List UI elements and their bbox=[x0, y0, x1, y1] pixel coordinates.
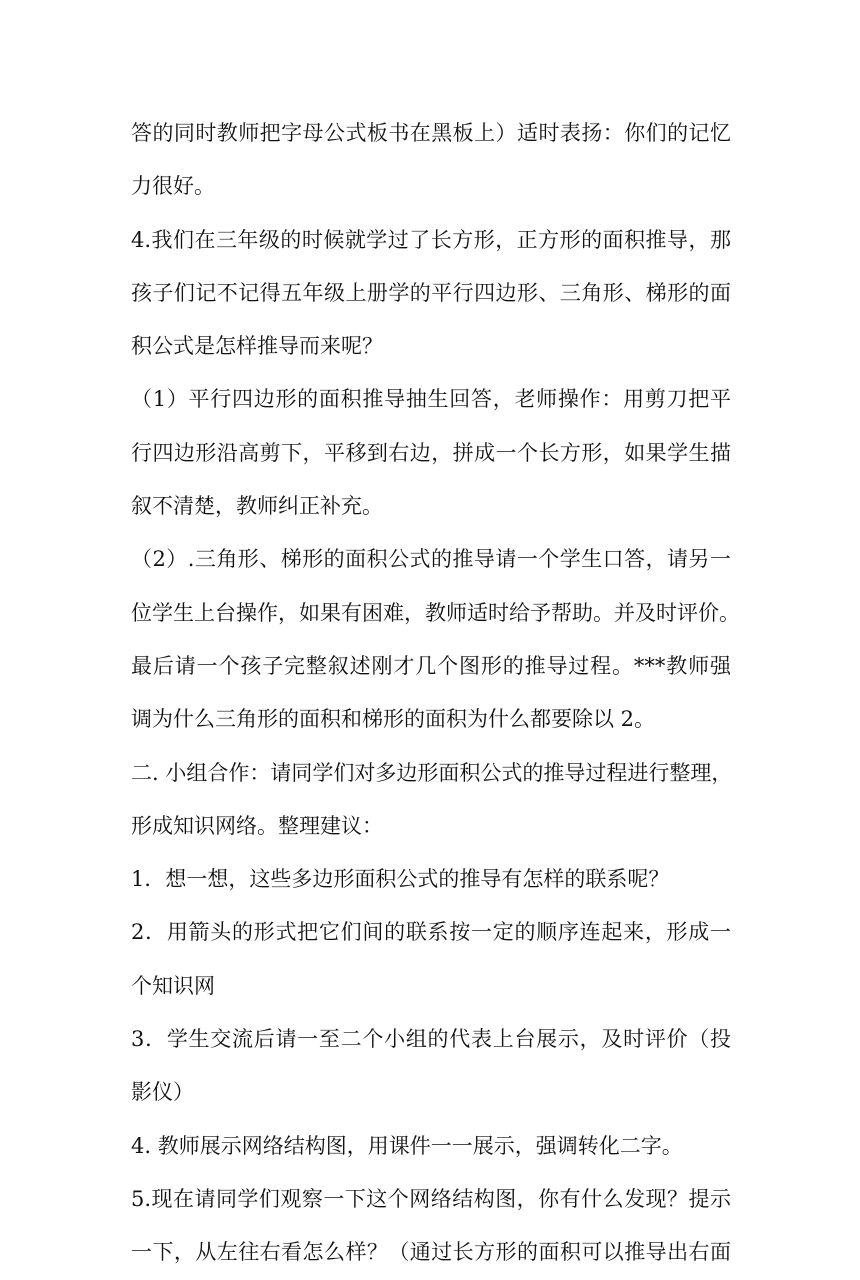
text-line-1: 答的同时教师把字母公式板书在黑板上）适时表扬：你们的记忆 bbox=[131, 121, 731, 145]
text-line-3: 4.我们在三年级的时候就学过了长方形，正方形的面积推导，那 bbox=[131, 227, 731, 252]
text-line-13: 二. 小组合作：请同学们对多边形面积公式的推导过程进行整理， bbox=[131, 760, 733, 785]
text-line-21: 5.现在请同学们观察一下这个网络结构图，你有什么发现？提示 bbox=[131, 1186, 731, 1211]
document-body bbox=[131, 107, 740, 1280]
text-line-7: 行四边形沿高剪下，平移到右边，拼成一个长方形，如果学生描 bbox=[131, 440, 731, 465]
text-line-18: 3．学生交流后请一至二个小组的代表上台展示，及时评价（投 bbox=[131, 1027, 731, 1052]
text-line-10: 位学生上台操作，如果有困难，教师适时给予帮助。并及时评价。 bbox=[131, 600, 740, 625]
text-line-15: 1．想一想，这些多边形面积公式的推导有怎样的联系呢？ bbox=[131, 867, 670, 892]
text-line-9: （2）.三角形、梯形的面积公式的推导请一个学生口答，请另一 bbox=[131, 547, 731, 572]
text-line-6: （1）平行四边形的面积推导抽生回答，老师操作：用剪刀把平 bbox=[131, 387, 731, 412]
text-line-4: 孩子们记不记得五年级上册学的平行四边形、三角形、梯形的面 bbox=[131, 280, 731, 305]
text-line-19: 影仪） bbox=[131, 1080, 194, 1105]
text-line-8: 叙不清楚，教师纠正补充。 bbox=[131, 494, 383, 519]
text-line-2: 力很好。 bbox=[131, 174, 215, 199]
text-line-12: 调为什么三角形的面积和梯形的面积为什么都要除以 2。 bbox=[131, 707, 656, 732]
text-line-16: 2．用箭头的形式把它们间的联系按一定的顺序连起来，形成一 bbox=[131, 920, 731, 945]
text-line-14: 形成知识网络。整理建议： bbox=[131, 813, 383, 838]
text-line-20: 4. 教师展示网络结构图，用课件一一展示，强调转化二字。 bbox=[131, 1133, 683, 1158]
text-line-17: 个知识网 bbox=[131, 973, 215, 998]
text-line-5: 积公式是怎样推导而来呢？ bbox=[131, 334, 383, 359]
text-line-11: 最后请一个孩子完整叙述刚才几个图形的推导过程。***教师强 bbox=[131, 653, 731, 678]
text-line-22: 一下，从左往右看怎么样？（通过长方形的面积可以推导出右面 bbox=[131, 1240, 731, 1265]
